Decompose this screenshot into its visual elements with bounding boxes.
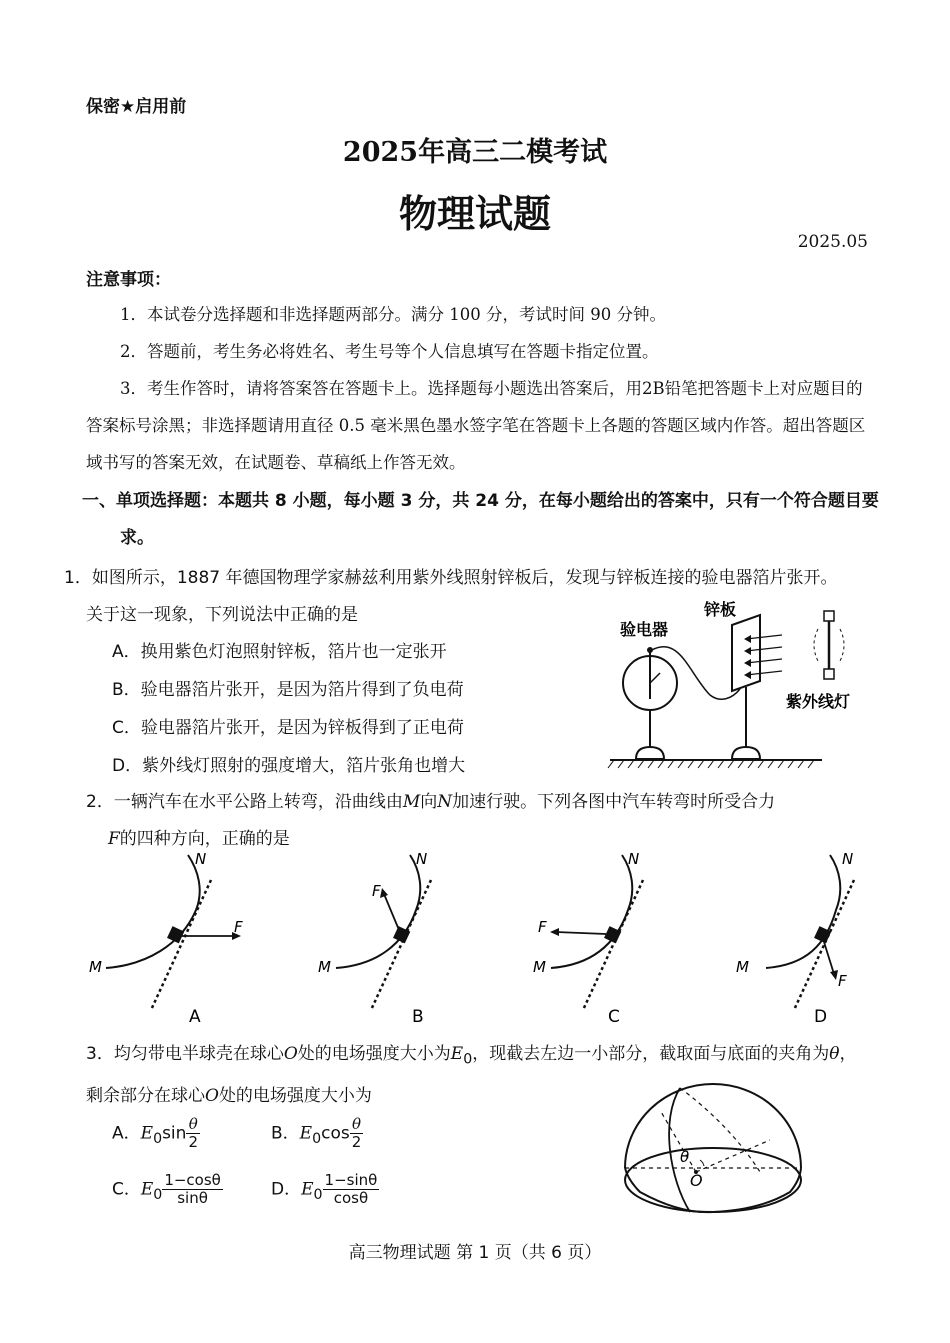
q3-point-o-2: O <box>205 1086 219 1107</box>
q3-point-o: O <box>283 1044 298 1064</box>
q3-text-b: 处的电场强度大小为 <box>297 1044 451 1064</box>
electroscope-figure <box>600 595 880 775</box>
question-3-option-b: B．$E_0\cos$ $\frac{\theta}{2}$ <box>271 1115 362 1151</box>
q2-label-a: A <box>189 1007 201 1027</box>
q2-label-c: C <box>608 1007 620 1027</box>
svg-text:M: M <box>89 958 102 976</box>
svg-text:O: O <box>690 1171 703 1190</box>
svg-text:M: M <box>533 958 546 976</box>
svg-text:N: N <box>842 850 854 868</box>
confidential-mark: 保密★启用前 <box>86 97 187 117</box>
question-3-option-a: A．$E_0\sin$ $\frac{\theta}{2}$ <box>112 1115 198 1151</box>
q2-point-m: M <box>402 792 421 812</box>
subject-title: 物理试题 <box>398 192 551 236</box>
question-1-option-a: A．换用紫色灯泡照射锌板，箔片也一定张开 <box>112 642 447 662</box>
svg-text:F: F <box>538 918 547 936</box>
question-2-figures <box>86 850 876 1030</box>
q3-theta: θ <box>829 1044 840 1064</box>
svg-text:F: F <box>838 972 847 990</box>
q2-text-a: 2．一辆汽车在水平公路上转弯，沿曲线由 <box>86 792 403 812</box>
q2-figure-d <box>736 850 854 1027</box>
q2-figure-c <box>533 850 643 1027</box>
notice-item-3: 3．考生作答时，请将答案答在答题卡上。选择题每小题选出答案后，用2B铅笔把答题卡上对应题目的答案标号涂黑；非选择题请用直径 0.5 毫米黑色墨水签字笔在答题卡上各题的答题区域内作答。超出答题区域书写的答案无效，在试题卷、草稿纸上作答无效。 <box>86 379 866 472</box>
q3-e0: E <box>450 1044 464 1064</box>
svg-text:N: N <box>195 850 207 868</box>
q2-label-d: D <box>814 1007 828 1027</box>
uv-lamp-label: 紫外线灯 <box>786 692 851 711</box>
svg-text:F: F <box>372 882 381 900</box>
svg-text:θ: θ <box>680 1148 690 1166</box>
svg-text:M: M <box>736 958 749 976</box>
svg-text:N: N <box>628 850 640 868</box>
svg-text:N: N <box>416 850 428 868</box>
notice-heading: 注意事项： <box>86 270 171 290</box>
q3-e0-sub: 0 <box>463 1051 473 1068</box>
q2-point-n: N <box>437 792 453 812</box>
q2-text-b: 向 <box>420 792 438 812</box>
q2-label-b: B <box>412 1007 424 1027</box>
question-1-option-d: D．紫外线灯照射的强度增大，箔片张角也增大 <box>112 756 466 776</box>
svg-text:F: F <box>234 918 243 936</box>
notice-item-1: 1．本试卷分选择题和非选择题两部分。满分 100 分，考试时间 90 分钟。 <box>120 305 666 324</box>
question-1-option-b: B．验电器箔片张开，是因为箔片得到了负电荷 <box>112 680 464 700</box>
q2-force-f: F <box>108 829 120 849</box>
question-1-text: 1．如图所示，1887 年德国物理学家赫兹利用紫外线照射锌板后，发现与锌板连接的验电器箔片张开。关于这一现象，下列说法中正确的是 <box>64 568 838 625</box>
notice-item-2: 2．答题前，考生务必将姓名、考生号等个人信息填写在答题卡指定位置。 <box>120 342 659 361</box>
q2-text-c: 加速行驶。下列各图中汽车转弯时所受合力 <box>452 792 776 812</box>
question-1-option-c: C．验电器箔片张开，是因为锌板得到了正电荷 <box>112 718 464 738</box>
zinc-plate-label: 锌板 <box>704 600 737 619</box>
question-3-option-d: D．$E_0$ $\frac{1-\sin\theta}{\cos\theta}$ <box>271 1171 378 1207</box>
exam-date: 2025.05 <box>797 232 868 252</box>
q3-text-a: 3．均匀带电半球壳在球心 <box>86 1044 284 1064</box>
q2-figure-b <box>318 850 431 1027</box>
q2-figure-a <box>89 850 243 1027</box>
q3-text-e: 处的电场强度大小为 <box>218 1086 372 1107</box>
q2-text-d: 的四种方向，正确的是 <box>119 829 290 849</box>
question-2-stem <box>86 784 870 858</box>
hemisphere-figure <box>620 1080 805 1220</box>
q3-text-d: ，剩余部分在球心 <box>86 1044 857 1107</box>
page-footer: 高三物理试题 第 1 页（共 6 页） <box>348 1243 602 1263</box>
q3-text-c: ，现截去左边一小部分，截取面与底面的夹角为 <box>472 1044 830 1064</box>
svg-text:M: M <box>318 958 331 976</box>
electroscope-label: 验电器 <box>620 620 669 639</box>
question-3-option-c: C．$E_0$ $\frac{1-\cos\theta}{\sin\theta}$ <box>112 1171 221 1207</box>
exam-title: 2025年高三二模考试 <box>342 137 608 168</box>
section-heading: 一、单项选择题：本题共 8 小题，每小题 3 分，共 24 分，在每小题给出的答案中，只有一个符合题目要求。 <box>82 491 879 548</box>
